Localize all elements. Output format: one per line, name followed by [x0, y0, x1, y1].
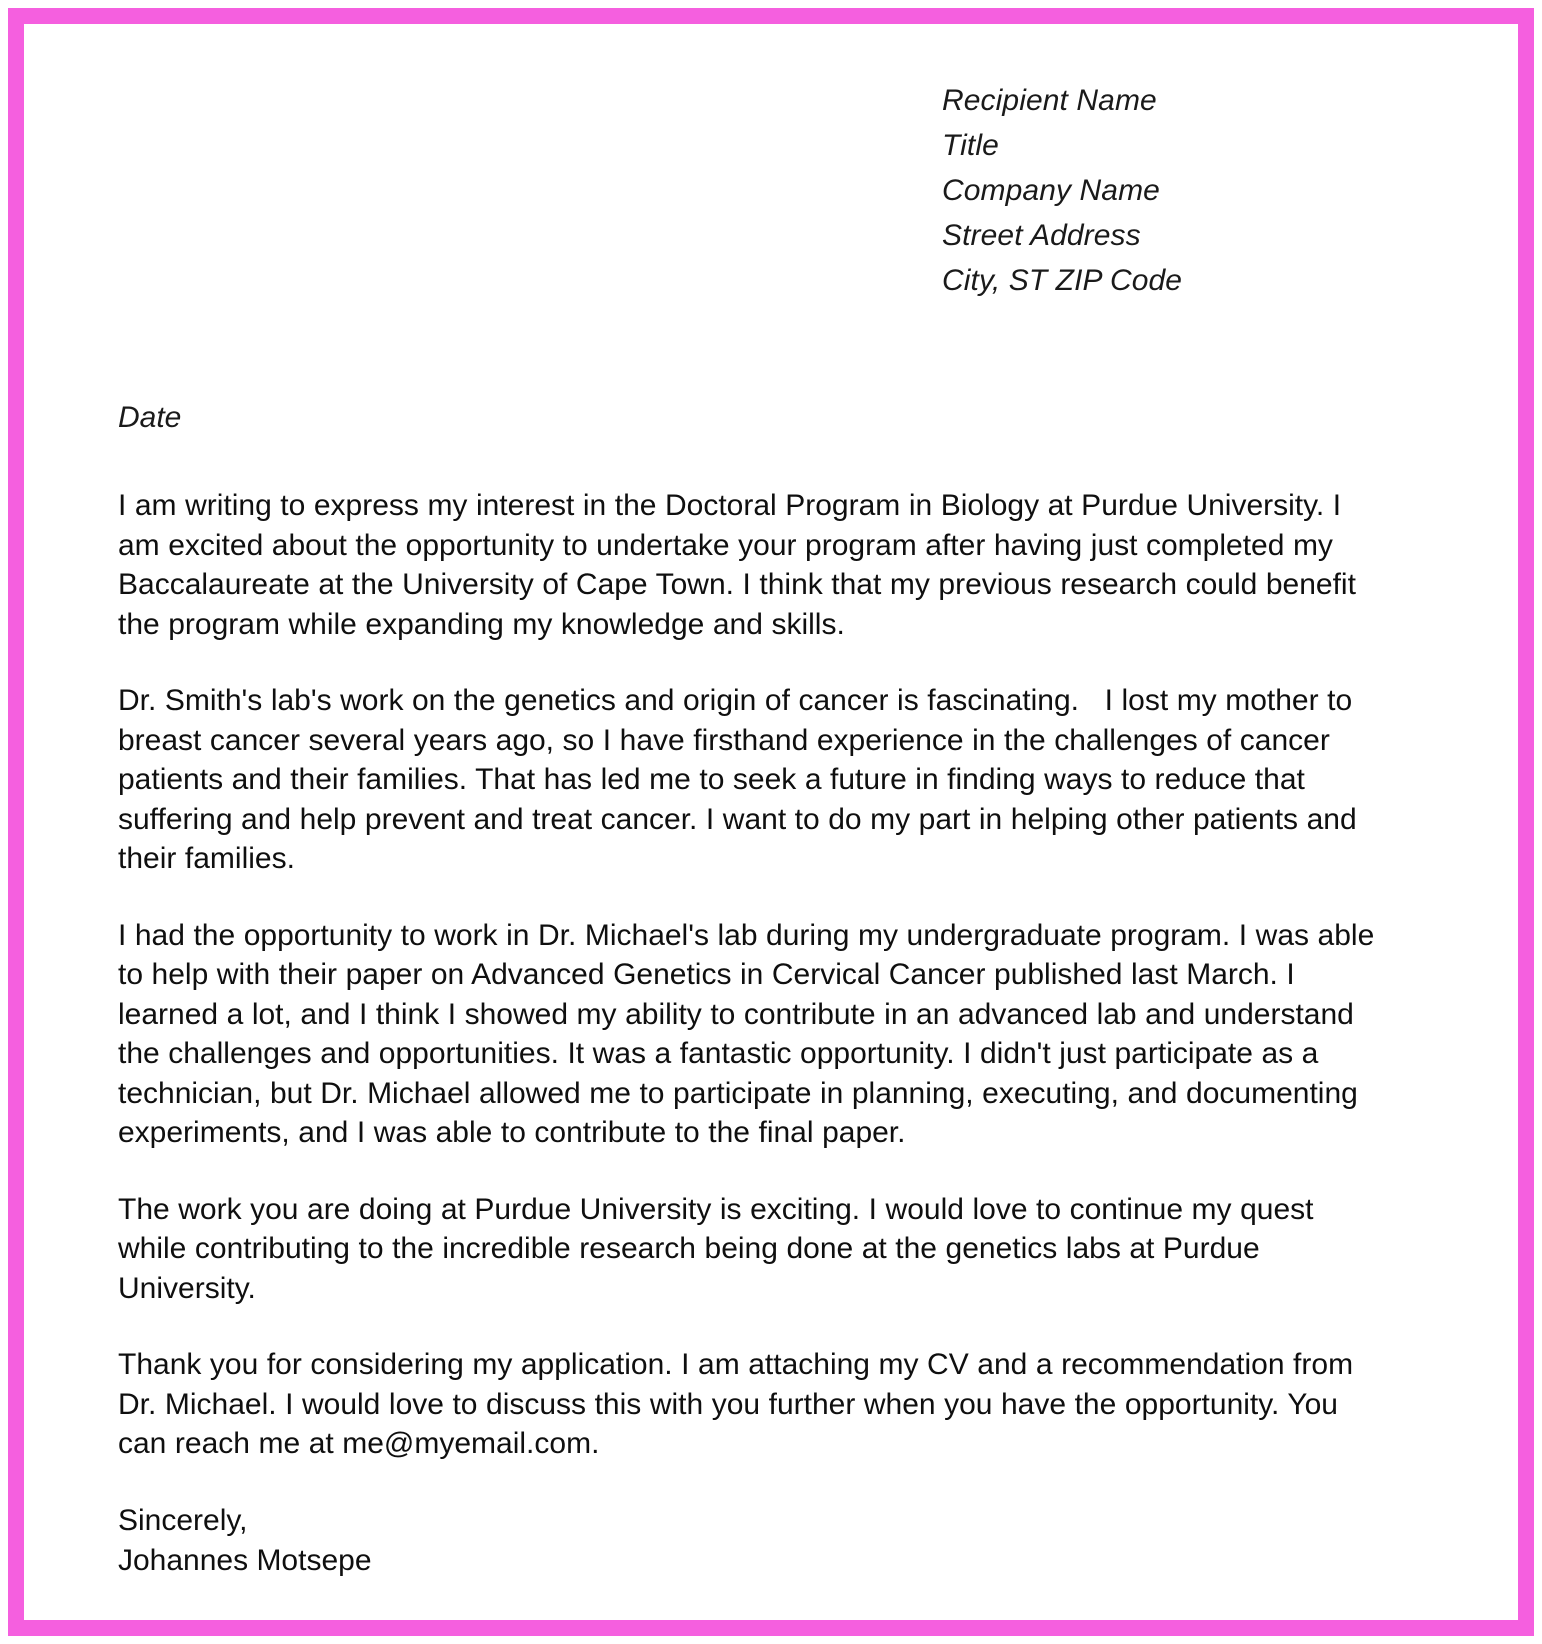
letter-paragraph-1: I am writing to express my interest in the Doctoral Program in Biology at Purdue University. I am excited about the opportunity to undertake your program after having just completed my Baccalaureate at the University of Cape Town. I think that my previous research could benefit the program while expanding my knowledge and skills. — [118, 489, 1365, 641]
letter-body — [24, 24, 1518, 1620]
recipient-city-state-zip: City, ST ZIP Code — [942, 264, 1183, 297]
signature-name: Johannes Motsepe — [118, 1543, 372, 1577]
recipient-company: Company Name — [942, 174, 1160, 207]
decorative-page-border — [8, 8, 1534, 1636]
letter-paragraph-5: Thank you for considering my application. I am attaching my CV and a recommendation from Dr. Michael. I would love to discuss this with you further when you have the opportunity. You can reach me at me@myemail.com. — [118, 1348, 1362, 1460]
recipient-name: Recipient Name — [942, 84, 1157, 117]
letter-paragraph-4: The work you are doing at Purdue University is exciting. I would love to continue my quest while contributing to the incredible research being done at the genetics labs at Purdue University. — [118, 1192, 1323, 1305]
letter-date: Date — [118, 401, 182, 434]
letter-paragraph-2: Dr. Smith's lab's work on the genetics and origin of cancer is fascinating. I lost my mother to breast cancer several years ago, so I have firsthand experience in the challenges of cancer patients and their families. That has led me to seek a future in finding ways to reduce that suffering and help prevent and treat cancer. I want to do my part in helping other patients and their families. — [118, 684, 1366, 875]
closing-block — [118, 1501, 1448, 1581]
recipient-title: Title — [942, 129, 999, 162]
letter-content — [118, 486, 1390, 1464]
letter-paragraph-3: I had the opportunity to work in Dr. Michael's lab during my undergraduate program. I was able to help with their paper on Advanced Genetics in Cervical Cancer published last March. I learned a lot, and I think I showed my ability to contribute in an advanced lab and understand the challenges and opportunities. It was a fantastic opportunity. I didn't just participate as a technician, but Dr. Michael allowed me to participate in planning, executing, and documenting experiments, and I was able to contribute to the final paper. — [118, 918, 1383, 1149]
closing-salutation: Sincerely, — [118, 1503, 248, 1537]
recipient-address-block — [942, 78, 1448, 303]
recipient-street-address: Street Address — [942, 219, 1141, 252]
